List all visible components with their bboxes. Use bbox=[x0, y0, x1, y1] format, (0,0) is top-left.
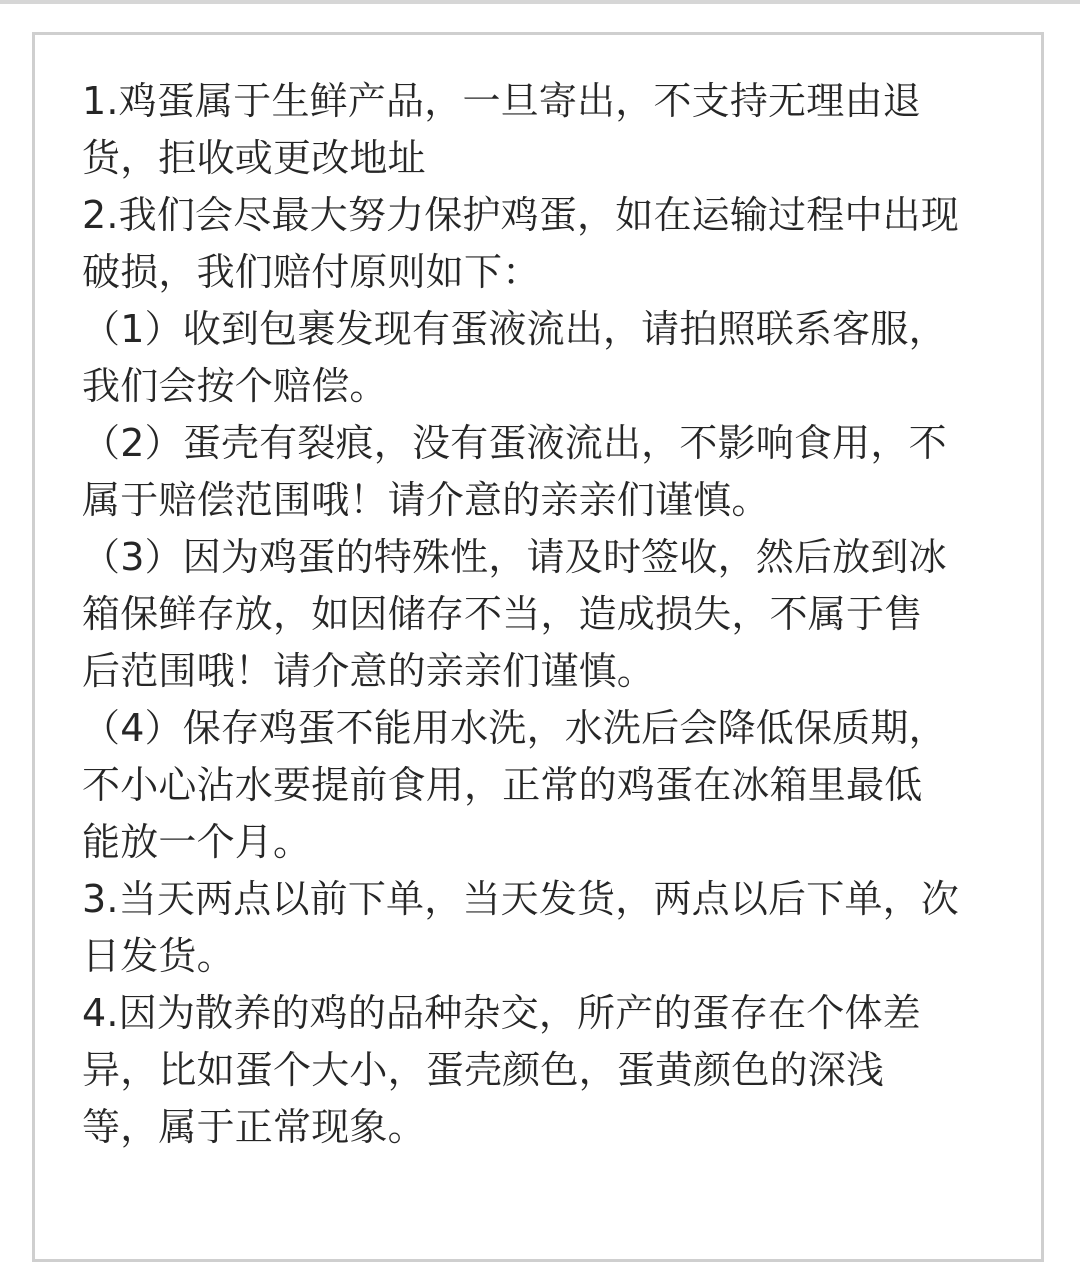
notice-line: 1.鸡蛋属于生鲜产品，一旦寄出，不支持无理由退 bbox=[82, 79, 921, 123]
notice-line: 2.我们会尽最大努力保护鸡蛋，如在运输过程中出现 bbox=[82, 193, 960, 237]
notice-line: 后范围哦！请介意的亲亲们谨慎。 bbox=[82, 649, 656, 693]
notice-line: 不小心沾水要提前食用，正常的鸡蛋在冰箱里最低 bbox=[82, 763, 923, 807]
notice-line: 异，比如蛋个大小，蛋壳颜色，蛋黄颜色的深浅 bbox=[82, 1048, 885, 1092]
notice-line: （1）收到包裹发现有蛋液流出，请拍照联系客服， bbox=[82, 307, 947, 351]
notice-line: 属于赔偿范围哦！请介意的亲亲们谨慎。 bbox=[82, 478, 770, 522]
notice-line: （3）因为鸡蛋的特殊性，请及时签收，然后放到冰 bbox=[82, 535, 947, 579]
notice-line: 4.因为散养的鸡的品种杂交，所产的蛋存在个体差 bbox=[82, 991, 921, 1035]
top-edge bbox=[0, 0, 1080, 4]
notice-text bbox=[82, 73, 1022, 1156]
notice-line: （2）蛋壳有裂痕，没有蛋液流出，不影响食用，不 bbox=[82, 421, 947, 465]
notice-line: 能放一个月。 bbox=[82, 820, 312, 864]
notice-line: 日发货。 bbox=[82, 934, 235, 978]
notice-line: 货，拒收或更改地址 bbox=[82, 136, 426, 180]
notice-line: 3.当天两点以前下单，当天发货，两点以后下单，次 bbox=[82, 877, 960, 921]
notice-line: 箱保鲜存放，如因储存不当，造成损失，不属于售 bbox=[82, 592, 923, 636]
notice-line: （4）保存鸡蛋不能用水洗，水洗后会降低保质期， bbox=[82, 706, 947, 750]
notice-line: 破损，我们赔付原则如下： bbox=[82, 250, 541, 294]
notice-line: 我们会按个赔偿。 bbox=[82, 364, 388, 408]
notice-line: 等，属于正常现象。 bbox=[82, 1105, 426, 1149]
notice-card bbox=[32, 32, 1044, 1262]
